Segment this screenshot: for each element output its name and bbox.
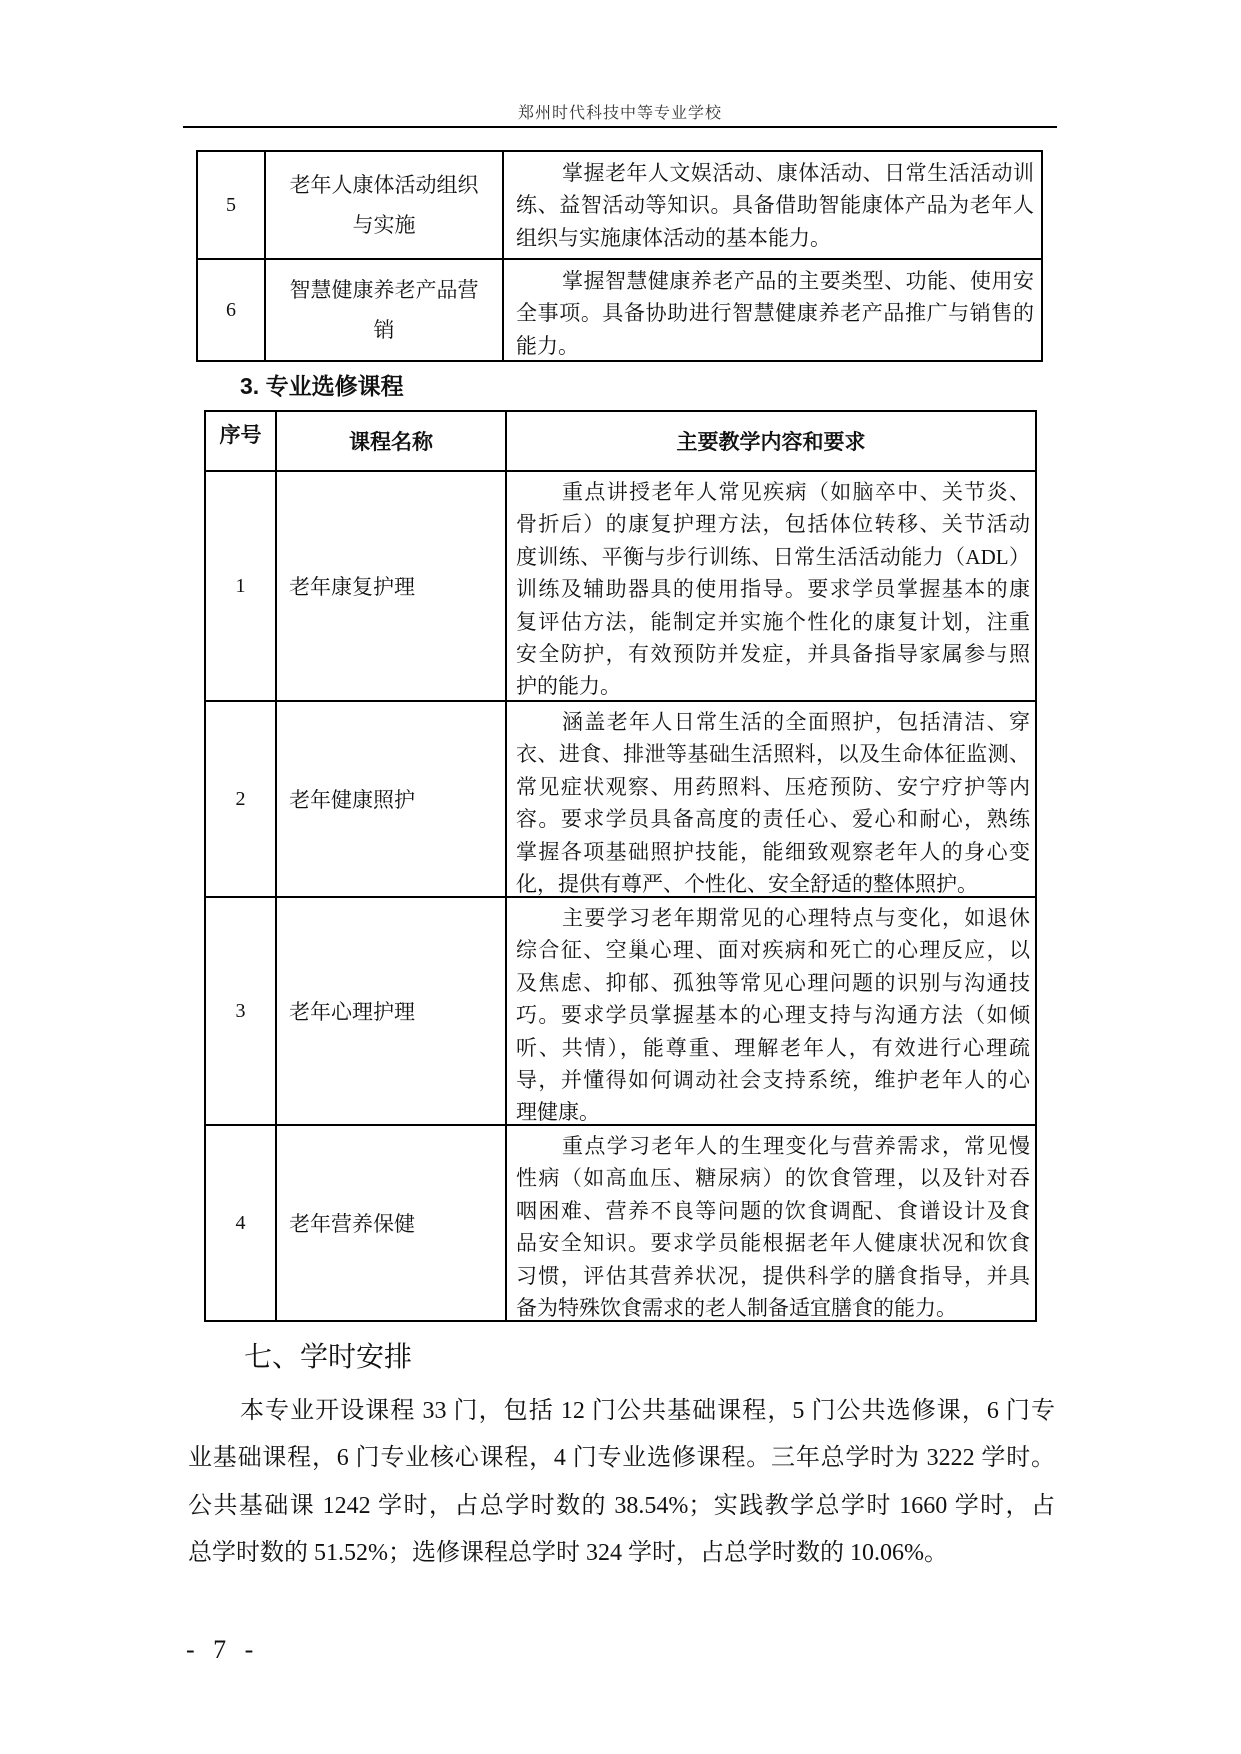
table-row [198,258,1041,360]
content-line: 综合征、空巢心理、面对疾病和死亡的心理反应，以 [516,938,1030,963]
content-line: 备为特殊饮食需求的老人制备适宜膳食的能力。 [516,1296,957,1321]
row-number: 1 [235,574,246,597]
header-rule [183,126,1057,128]
content-line: 咽困难、营养不良等问题的饮食调配、食谱设计及食 [516,1198,1030,1223]
content-line: 性病（如高血压、糖尿病）的饮食管理，以及针对吞 [516,1166,1030,1191]
content-line: 骨折后）的康复护理方法，包括体位转移、关节活动 [516,512,1030,537]
course-content [505,1126,1035,1320]
table-row [198,152,1041,258]
table-row [206,896,1035,1124]
course-name-line: 老年人康体活动组织 [289,173,479,197]
core-courses-table-continued [196,150,1043,362]
content-line: 度训练、平衡与步行训练、日常生活活动能力（ADL） [516,544,1030,569]
course-content [502,260,1041,360]
content-line: 巧。要求学员掌握基本的心理支持与沟通方法（如倾 [516,1003,1030,1028]
content-line: 衣、进食、排泄等基础生活照料，以及生命体征监测、 [516,742,1030,767]
content-line: 主要学习老年期常见的心理特点与变化，如退休 [562,906,1030,930]
content-line: 训练及辅助器具的使用指导。要求学员掌握基本的康 [516,577,1030,602]
content-line: 组织与实施康体活动的基本能力。 [516,225,831,250]
content-line: 涵盖老年人日常生活的全面照护，包括清洁、穿 [562,710,1030,734]
content-line: 容。要求学员具备高度的责任心、爱心和耐心，熟练 [516,807,1030,832]
class-hours-paragraph [188,1388,1055,1577]
table-row [206,700,1035,896]
content-line: 重点学习老年人的生理变化与营养需求，常见慢 [562,1134,1030,1158]
course-name-line: 销 [373,318,395,342]
course-name: 老年心理护理 [275,898,505,1124]
table-header-row [206,412,1035,470]
column-header-number: 序号 [219,424,262,447]
course-name [264,260,502,360]
course-name [264,152,502,258]
paragraph-line: 总学时数的 51.52%；选修课程总学时 324 学时，占总学时数的 10.06%。 [188,1539,948,1566]
content-line: 掌握智慧健康养老产品的主要类型、功能、使用安 [562,269,1034,293]
paragraph-line: 公共基础课 1242 学时，占总学时数的 38.54%；实践教学总学时 1660 学时，占 [188,1492,1055,1519]
row-number: 2 [235,787,246,810]
content-line: 导，并懂得如何调动社会支持系统，维护老年人的心 [516,1068,1030,1093]
course-name: 老年健康照护 [275,702,505,896]
course-content [505,898,1035,1124]
content-line: 安全防护，有效预防并发症，并具备指导家属参与照 [516,642,1030,667]
course-name: 老年营养保健 [275,1126,505,1320]
row-number: 6 [226,298,236,321]
row-number: 4 [235,1211,246,1234]
column-header-content: 主要教学内容和要求 [505,412,1035,470]
course-content [502,152,1041,258]
section-heading-elective-courses: 3. 专业选修课程 [240,373,404,399]
row-number: 5 [226,193,236,216]
row-number: 3 [235,999,246,1022]
course-name: 老年康复护理 [275,472,505,700]
column-header-course-name: 课程名称 [275,412,505,470]
content-line: 重点讲授老年人常见疾病（如脑卒中、关节炎、 [562,480,1030,504]
elective-courses-table [204,410,1037,1322]
course-name-line: 与实施 [352,213,416,237]
content-line: 化，提供有尊严、个性化、安全舒适的整体照护。 [516,872,978,897]
content-line: 能力。 [516,333,579,358]
content-line: 习惯，评估其营养状况，提供科学的膳食指导，并具 [516,1263,1030,1288]
content-line: 练、益智活动等知识。具备借助智能康体产品为老年人 [516,193,1034,218]
course-content [505,472,1035,700]
course-name-line: 智慧健康养老产品营 [289,278,479,302]
content-line: 听、共情），能尊重、理解老年人，有效进行心理疏 [516,1035,1030,1060]
content-line: 掌握老年人文娱活动、康体活动、日常生活活动训 [562,161,1034,185]
course-content [505,702,1035,896]
content-line: 品安全知识。要求学员能根据老年人健康状况和饮食 [516,1231,1030,1256]
content-line: 理健康。 [516,1100,600,1125]
paragraph-line: 本专业开设课程 33 门，包括 12 门公共基础课程，5 门公共选修课，6 门专 [240,1398,1055,1424]
paragraph-line: 业基础课程，6 门专业核心课程，4 门专业选修课程。三年总学时为 3222 学时。 [188,1445,1055,1472]
content-line: 常见症状观察、用药照料、压疮预防、安宁疗护等内 [516,774,1030,799]
content-line: 护的能力。 [516,674,621,699]
page-number: - 7 - [186,1635,254,1664]
content-line: 及焦虑、抑郁、孤独等常见心理问题的识别与沟通技 [516,970,1030,995]
section-heading-class-hours: 七、学时安排 [244,1341,413,1372]
content-line: 全事项。具备协助进行智慧健康养老产品推广与销售的 [516,301,1034,326]
running-header-school-name: 郑州时代科技中等专业学校 [517,105,722,122]
table-row [206,1124,1035,1320]
table-row [206,470,1035,700]
content-line: 掌握各项基础照护技能，能细致观察老年人的身心变 [516,839,1030,864]
content-line: 复评估方法，能制定并实施个性化的康复计划，注重 [516,609,1030,634]
